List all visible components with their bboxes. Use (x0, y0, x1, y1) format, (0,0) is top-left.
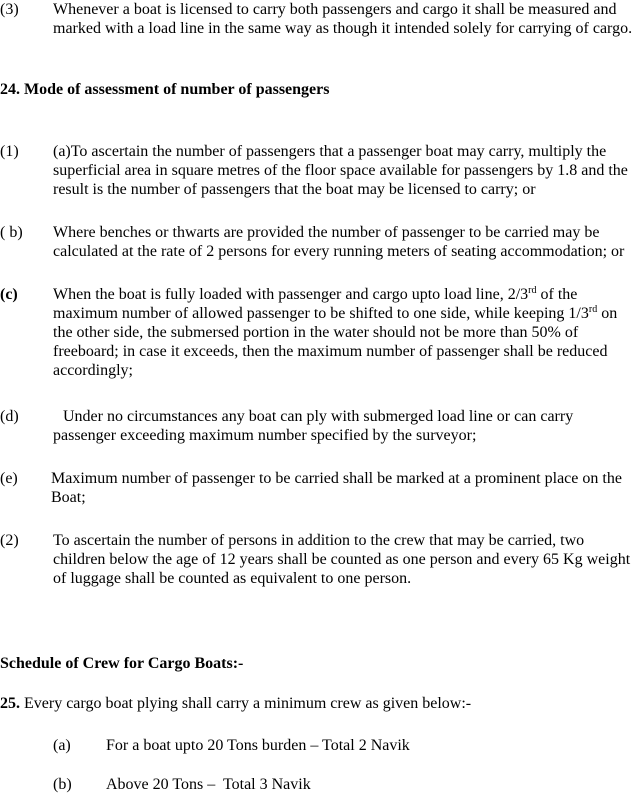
clause-text: Maximum number of passenger to be carried shall be marked at a prominent place on the Boat; (51, 470, 622, 506)
section-text: Every cargo boat plying shall carry a minimum crew as given below:- (20, 695, 472, 712)
clause-number: (d) (0, 408, 19, 425)
crew-item-b-number: (b) (53, 776, 72, 793)
clause-number: (c) (0, 286, 18, 303)
section-24-heading: 24. Mode of assessment of number of passengers (0, 81, 330, 98)
clause-text: (a)To ascertain the number of passengers that a passenger boat may carry, multiply the superficial area in square metres of the floor space available for passengers by 1.8 and the result is the number of passengers that the boat may be licensed to carry; or (53, 143, 628, 198)
clause-text: Whenever a boat is licensed to carry both passengers and cargo it shall be measured and marked with a load line in the same way as though it intended solely for carrying of cargo. (53, 1, 633, 37)
crew-item-b-text: Above 20 Tons – Total 3 Navik (106, 776, 311, 793)
crew-item-a-text: For a boat upto 20 Tons burden – Total 2 Navik (106, 737, 410, 754)
clause-text: When the boat is fully loaded with passenger and cargo upto load line, 2/3rd of the maximum number of allowed passenger to be shifted to one side, while keeping 1/3rd on the other side, the submersed portion in the water should not be more than 50% of freeboard; in case it exceeds, then the maximum number of passenger shall be reduced accordingly; (53, 285, 618, 379)
schedule-heading: Schedule of Crew for Cargo Boats:- (0, 655, 244, 672)
crew-item-a-number: (a) (53, 737, 71, 754)
section-25 (0, 694, 471, 713)
clause-text: To ascertain the number of persons in addition to the crew that may be carried, two children below the age of 12 years shall be counted as one person and every 65 Kg weight of luggage shall be counted as equivalent to one person. (53, 532, 631, 587)
clause-number: (1) (0, 143, 19, 160)
section-number: 25. (0, 695, 20, 712)
clause-number: (3) (0, 1, 19, 18)
clause-number: (2) (0, 532, 19, 549)
clause-text: Under no circumstances any boat can ply with submerged load line or can carry passenger exceeding maximum number specified by the surveyor; (53, 408, 574, 444)
clause-number: (e) (0, 470, 18, 487)
clause-number: ( b) (0, 224, 23, 241)
clause-text: Where benches or thwarts are provided the number of passenger to be carried may be calculated at the rate of 2 persons for every running meters of seating accommodation; or (53, 224, 625, 260)
